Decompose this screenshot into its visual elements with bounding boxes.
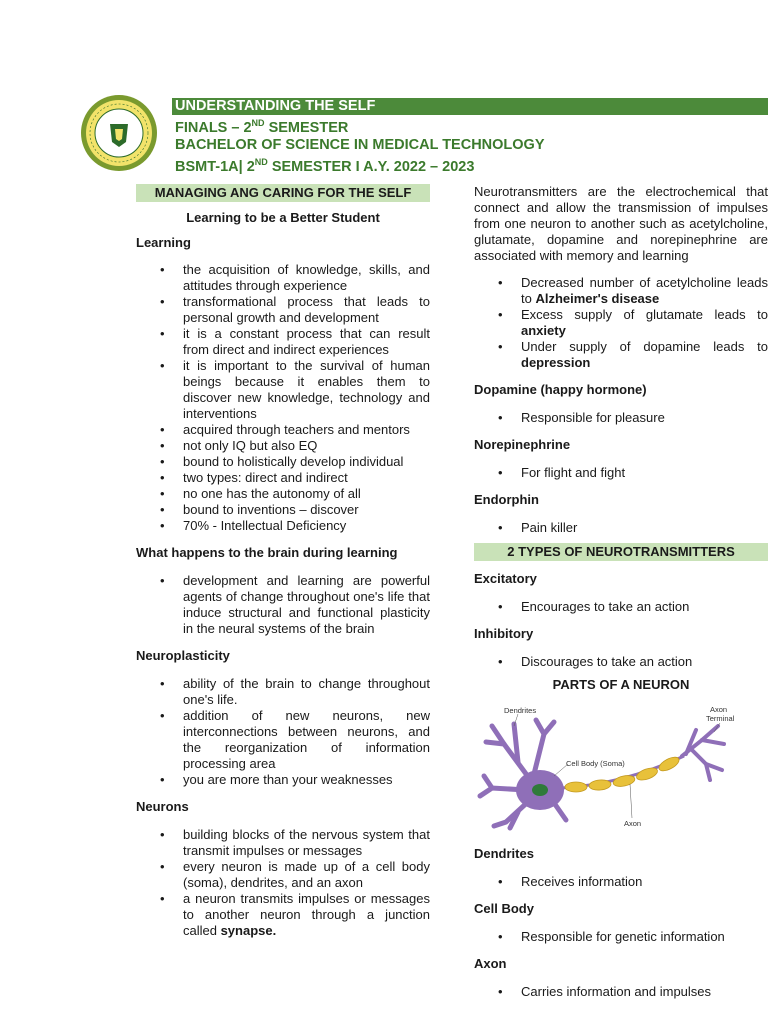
cell-body-label: Cell Body (Soma) [566,759,625,768]
learning-heading: Learning [136,235,191,250]
neuroplasticity-heading: Neuroplasticity [136,648,230,663]
list-item: • acquired through teachers and mentors [136,422,430,438]
list-item: • development and learning are powerful agents of change throughout one's life that induce structural and functional plasticity in the neural systems of the brain [136,573,430,637]
axon-terminal-label-2: Terminal [706,714,735,723]
brain-learning-heading: What happens to the brain during learning [136,545,398,560]
neurons-heading: Neurons [136,799,189,814]
list-item: • not only IQ but also EQ [136,438,430,454]
list-item: • Decreased number of acetylcholine leads to Alzheimer's disease [474,275,768,307]
neuron-diagram [474,704,756,832]
list-item: • Encourages to take an action [474,599,768,615]
list-item: • Responsible for pleasure [474,410,768,426]
course-title-bar [172,98,768,115]
list-item: • every neuron is made up of a cell body (soma), dendrites, and an axon [136,859,430,891]
parts-of-neuron-title: PARTS OF A NEURON [552,677,690,692]
exam-period-line: FINALS – 2ND SEMESTER [175,118,349,136]
axon-heading: Axon [474,956,507,971]
neurotransmitter-effects-list [474,275,768,371]
list-item: • a neuron transmits impulses or messages to another neuron through a junction called synapse. [136,891,430,939]
neurons-list [136,827,430,939]
list-item: • Discourages to take an action [474,654,768,670]
axon-terminal-label-1: Axon [710,705,728,714]
list-item: • bound to inventions – discover [136,502,430,518]
list-item: • 70% - Intellectual Deficiency [136,518,430,534]
brain-list [136,573,430,637]
list-item: • addition of new neurons, new interconnections between neurons, and the reorganization of information processing area [136,708,430,772]
list-item: • Under supply of dopamine leads to depression [474,339,768,371]
list-item: • transformational process that leads to personal growth and development [136,294,430,326]
neurotransmitter-intro: Neurotransmitters are the electrochemical that connect and allow the transmission of impulses from one neuron to another such as acetylcholine, glutamate, dopamine and norepinephrine are associated with memory and learning [474,184,768,263]
list-item: • Receives information [474,874,768,890]
list-item: • bound to holistically develop individual [136,454,430,470]
cell-body-heading: Cell Body [474,901,534,916]
list-item: • Carries information and impulses [474,984,768,1000]
list-item: • Excess supply of glutamate leads to anxiety [474,307,768,339]
list-item: • ability of the brain to change throughout one's life. [136,676,430,708]
list-item: • For flight and fight [474,465,768,481]
list-item: • it is a constant process that can result from direct and indirect experiences [136,326,430,358]
list-item: • Pain killer [474,520,768,536]
list-item: • it is important to the survival of human beings because it enables them to discover new knowledge, technology and interventions [136,358,430,422]
list-item: • you are more than your weaknesses [136,772,430,788]
course-title: UNDERSTANDING THE SELF [175,98,376,114]
dendrites-label: Dendrites [504,706,537,715]
left-column [136,184,430,939]
list-item: • Responsible for genetic information [474,929,768,945]
list-item: • the acquisition of knowledge, skills, and attitudes through experience [136,262,430,294]
neuroplasticity-list [136,676,430,788]
dendrites-heading: Dendrites [474,846,534,861]
endorphin-heading: Endorphin [474,492,539,507]
list-item: • two types: direct and indirect [136,470,430,486]
norepinephrine-heading: Norepinephrine [474,437,571,452]
program-line: BACHELOR OF SCIENCE IN MEDICAL TECHNOLOGY [175,136,545,153]
document-header [172,98,768,176]
dopamine-heading: Dopamine (happy hormone) [474,382,647,397]
nucleus-shape [532,784,548,796]
section-line: BSMT-1A| 2ND SEMESTER I A.Y. 2022 – 2023 [175,156,475,175]
list-item: • no one has the autonomy of all [136,486,430,502]
list-item: • building blocks of the nervous system that transmit impulses or messages [136,827,430,859]
axon-label: Axon [624,819,642,828]
section-band-types: 2 TYPES OF NEUROTRANSMITTERS [474,543,768,561]
inhibitory-heading: Inhibitory [474,626,534,641]
excitatory-heading: Excitatory [474,571,537,586]
right-column [474,184,768,1000]
section-band-managing: MANAGING ANG CARING FOR THE SELF [136,184,430,202]
university-seal-logo [80,94,158,172]
subsection-title: Learning to be a Better Student [186,210,380,225]
learning-list [136,262,430,534]
